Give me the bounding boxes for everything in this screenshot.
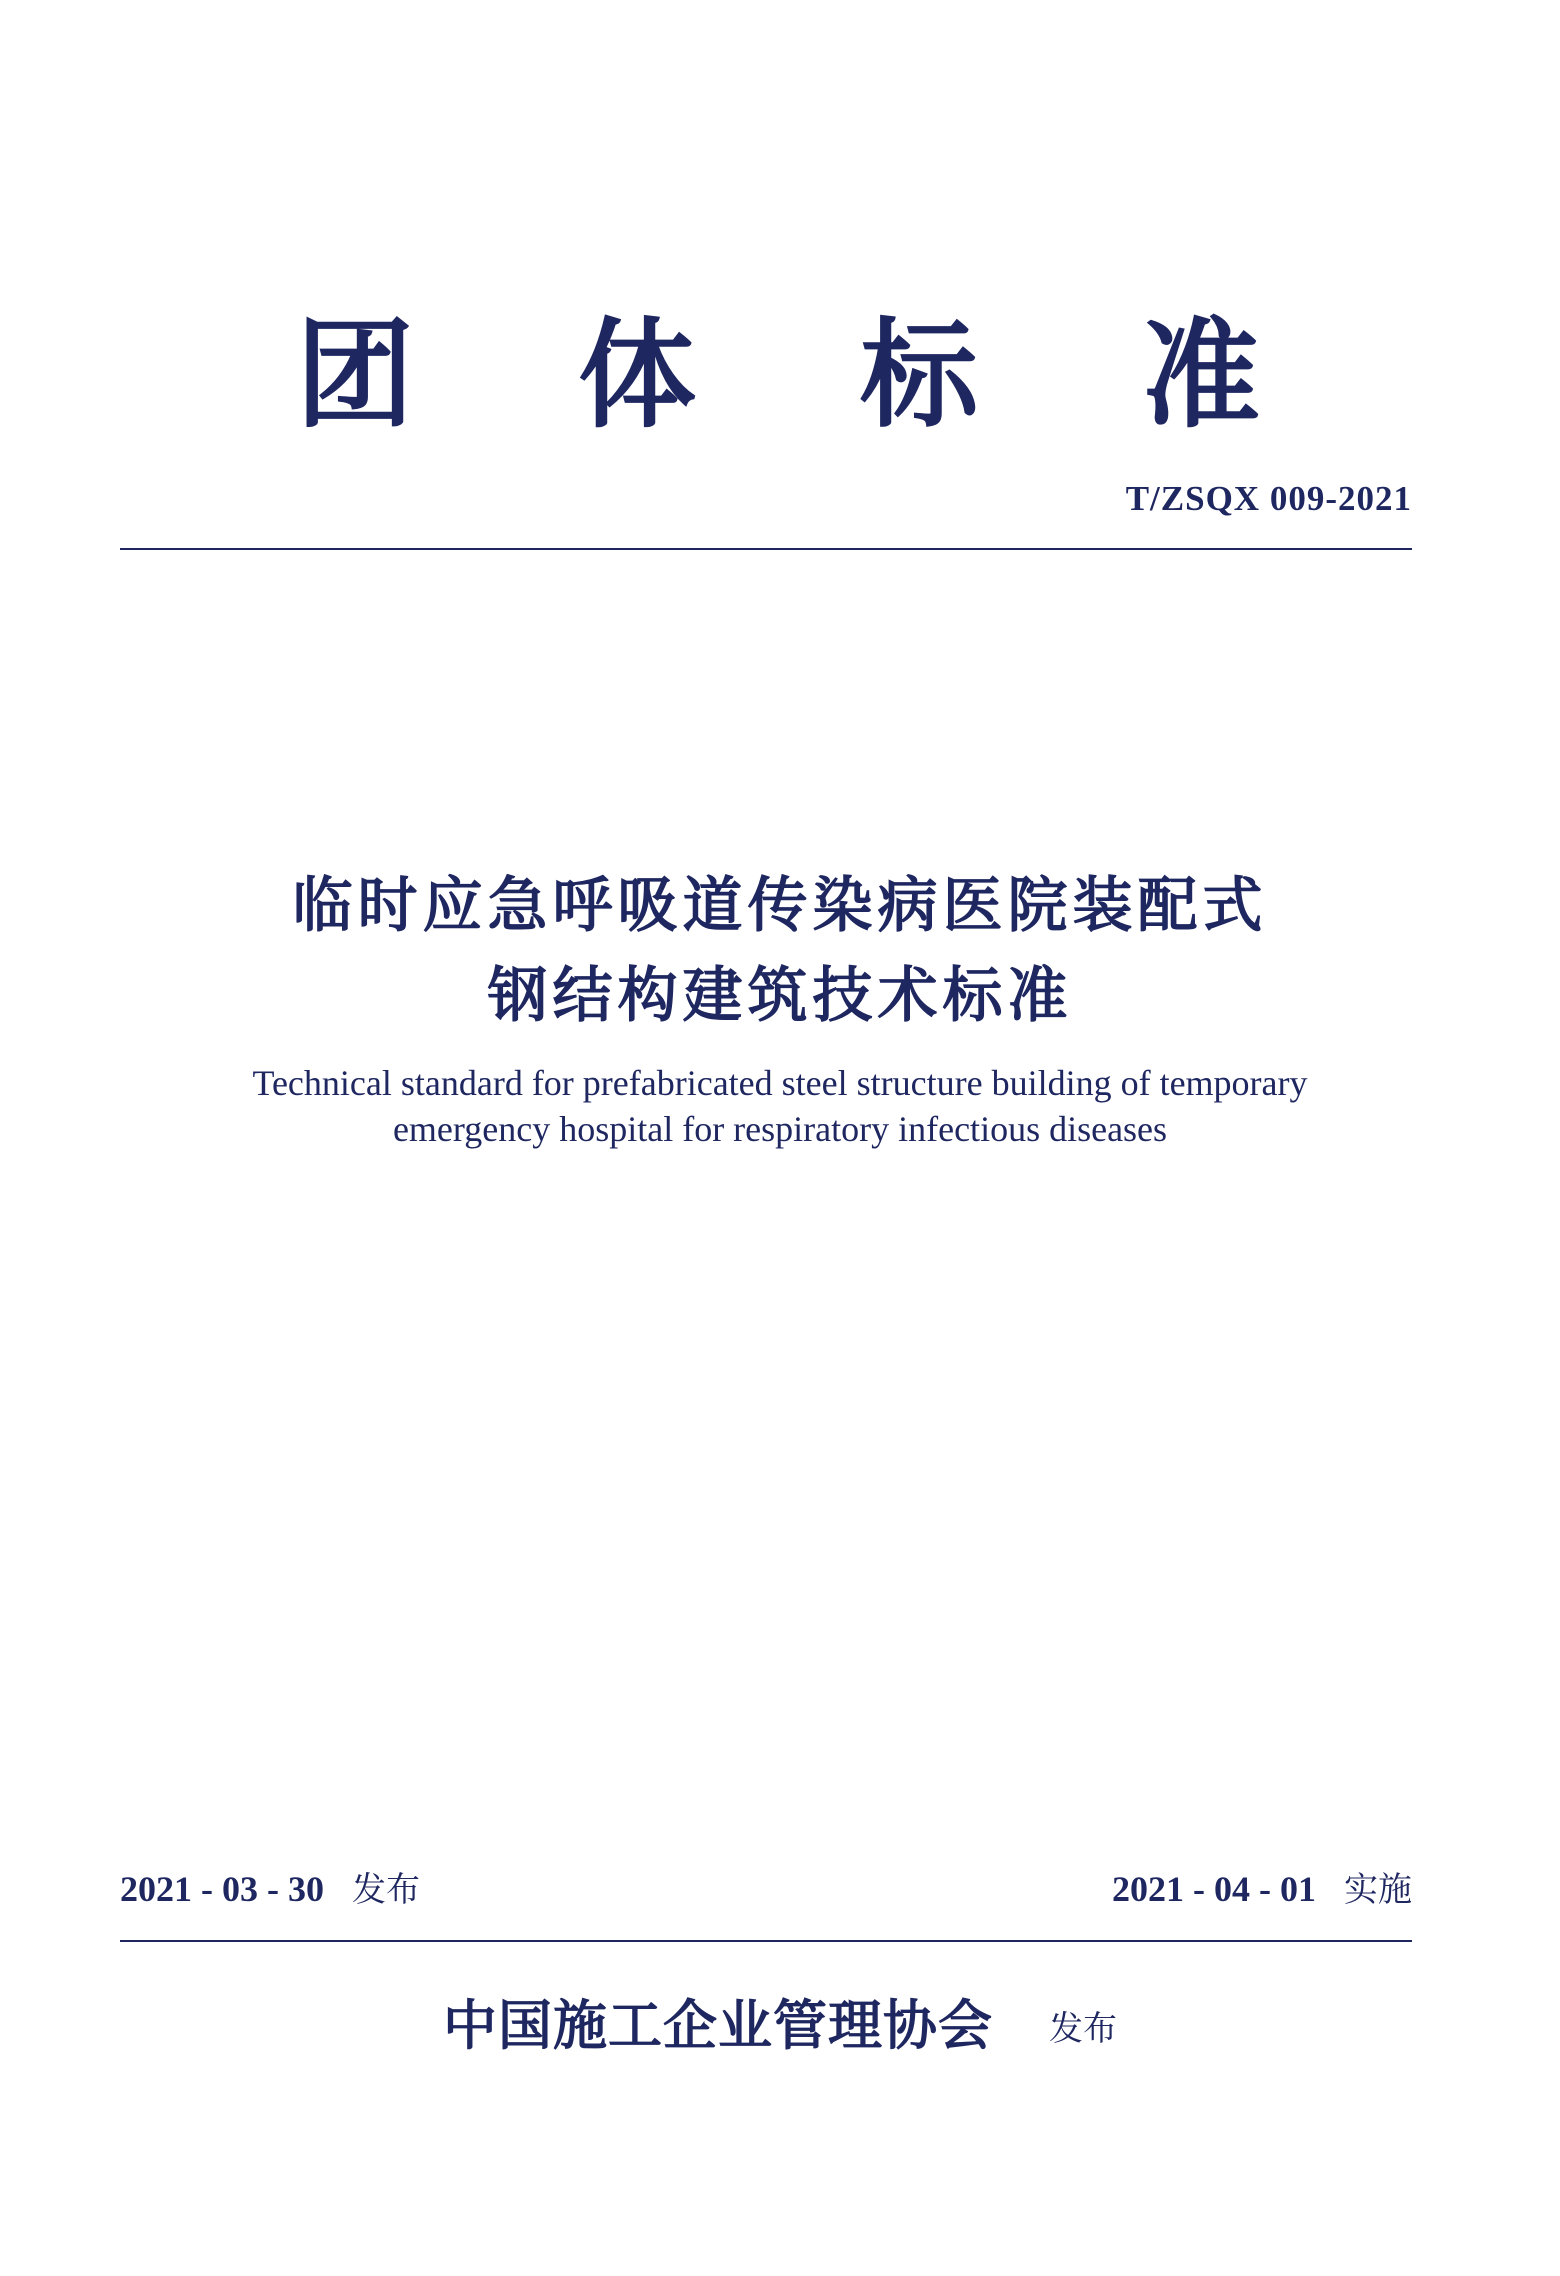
publisher-line <box>0 1990 1560 2060</box>
publisher-label: 发布 <box>1049 2009 1117 2049</box>
zh-title-line-2: 钢结构建筑技术标准 <box>487 961 1073 1031</box>
publisher-organization: 中国施工企业管理协会 <box>443 1993 993 2057</box>
implement-label: 实施 <box>1344 1870 1412 1910</box>
heading-char-3: 标 <box>860 306 979 444</box>
release-label: 发布 <box>351 1870 420 1910</box>
implement-date-line <box>1112 1865 1412 1914</box>
standard-number: T/ZSQX 009-2021 <box>1125 479 1412 518</box>
zh-title-line-1: 临时应急呼吸道传染病医院装配式 <box>292 871 1268 941</box>
heading-char-1: 团 <box>296 306 415 444</box>
standard-category-heading <box>0 300 1560 450</box>
heading-char-4: 准 <box>1142 306 1261 444</box>
bottom-divider <box>120 1940 1412 1942</box>
release-date: 2021 - 03 - 30 <box>120 1869 324 1909</box>
heading-char-2: 体 <box>578 306 697 444</box>
release-date-line <box>120 1865 420 1914</box>
en-title-line-2: emergency hospital for respiratory infectious diseases <box>392 1109 1168 1149</box>
implement-date: 2021 - 04 - 01 <box>1112 1869 1316 1909</box>
top-divider <box>120 548 1412 550</box>
en-title-line-1: Technical standard for prefabricated steel structure building of temporary <box>252 1063 1308 1103</box>
